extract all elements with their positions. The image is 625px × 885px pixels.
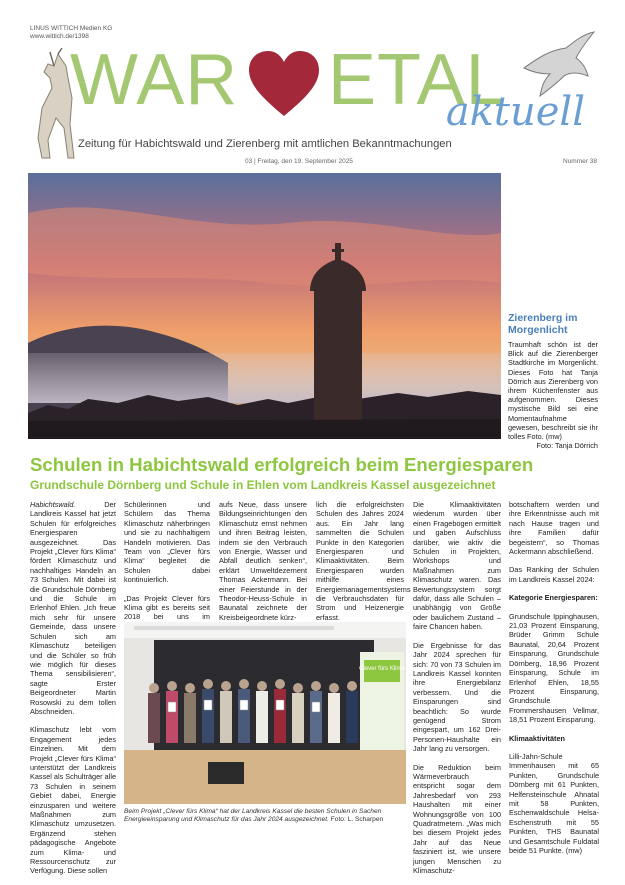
article-dateline: Habichtswald. [30,500,76,509]
article-col6-para4: Lilli-Jahn-Schule Immenhausen mit 65 Punkten, Grundschule Dörnberg mit 61 Punkten, Helfensteinschule Ahnatal mit 58 Punkten, Eschenwaldschule Helsa-Eschenstruth mit 55 Punkten, THS Baunatal und Gesamtschule Fuldatal beide 51 Punkte. (mw) [509,751,599,855]
group-photo-banner-text: Clever fürs Klima [359,666,405,672]
article-col5-para2: Die Ergebnisse für das Jahr 2024 sprechen für sich: 70 von 73 Schulen im Landkreis Kassel konnten ihre Energiebilanz verbessern. Und die Einsparungen sind beachtlich: So wurde genügend Strom eingespart, um 162 Drei-Personen-Haushalte ein Jahr lang zu versorgen. [413,640,501,754]
publisher-info [30,25,112,41]
article-col5-para3: Die Reduktion beim Wärmeverbrauch entspricht sogar dem Jahresbedarf von 293 Haushalten mit einer Wohnungsgröße von 100 Quadratmetern. „Was mich bei diesem Projekt jedes Jahr auf das Neue fasziniert ist, wie unsere jungen Menschen zu Klimaschutz- [413,762,501,876]
article-col6-para2: Das Ranking der Schulen im Landkreis Kassel 2024: [509,565,599,584]
article-column-6 [509,500,599,864]
article-col1-para1-text: Der Landkreis Kassel hat jetzt Schulen für erfolgreiches Energiesparen ausgezeichnet. Das Projekt „Clever fürs Klima“ fördert Klimaschutz und nachhaltiges Handeln an 73 Schulen. Mit dabei ist die Grundschule Dörnberg und die Schule im Erlenhof Ehlen. „Ich freue mich sehr für unsere Gemeinde, dass unsere Schulen sich am Klimaschutz beteiligen und die Schüler so früh wie möglich für dieses Thema sensibilisieren“, sagte Erster Beigeordneter Martin Rosowski zu dem tollen Abschneiden. [30,500,116,716]
article-col1-para1 [30,500,116,716]
article-col6-heading-climate: Klimaaktivitäten [509,733,565,743]
photo-caption-credit: Foto: Tanja Dörrich [536,441,598,451]
group-photo-image [124,622,406,804]
goat-illustration-icon [28,48,76,160]
article-column-3 [219,500,307,631]
issue-number: Nummer 38 [563,158,597,165]
photo-caption [508,312,598,450]
cover-photo-image [28,173,501,439]
masthead-word-part1: WAR [70,40,239,120]
group-photo-credit: Foto: L. Scharpen [330,816,384,824]
article-column-4 [316,500,411,631]
group-photo-caption [124,808,406,824]
article-col6-para1: botschaftern werden und ihre Erkenntnisse auch mit nach Hause tragen und ihre Familien dafür begeistern“, so Thomas Ackermann abschließend. [509,500,599,557]
masthead-word-part2: ETAL [328,40,507,120]
heart-logo-icon [245,48,323,120]
article-col1-para2: Klimaschutz lebt vom Engagement jedes Einzelnen. Mit dem Projekt „Clever fürs Klima“ unterstützt der Landkreis Kassel als Schulträger alle 73 Schulen in seinem Gebiet dabei, Energie einzusparen und weitere Maßnahmen zum Klimaschutz umzusetzen. Ergänzend stehen pädagogische Angebote zum Klima- und Ressourcenschutz zur Verfügung. Diese sollen [30,725,116,876]
photo-caption-text: Traumhaft schön ist der Blick auf die Zierenberger Stadtkirche im Morgenlicht. Dieses Foto hat Tanja Dörrich aus Zierenberg von ihrem Küchenfenster aus aufgenommen. Dieses mystische Bild sei eine Momentaufnahme gewesen, beschreibt sie ihr tolles Foto. (mw) [508,340,598,442]
masthead-aktuell: aktuell [445,89,585,135]
article-col6-heading-energy: Kategorie Energiesparen: [509,593,598,603]
article-headline: Schulen in Habichtswald erfolgreich beim Energiesparen [30,454,534,475]
publisher-name: LINUS WITTICH Medien KG [30,25,113,32]
article-col5-para1: Die Klimaaktivitäten wiederum wurden über einen Fragebogen ermittelt und gaben Aufschluss darüber, wie aktiv die Schulen in Projekten, Workshops und Maßnahmen zum Klimaschutz waren. Das Bewertungssystem sorgt dafür, dass alle Schulen – unabhängig von Größe oder baulichem Zustand – faire Chancen haben. [413,500,501,632]
article-col6-para3: Grundschule Ippinghausen, 21,03 Prozent Einsparung, Brüder Grimm Schule Baunatal, 20,64 Prozent Einsparung, Grundschule Dörnberg, 18,96 Prozent Einsparung, Schule im Erlenhof Ehlen, 18,55 Prozent Einsparung, Grundschule Frommershausen Vellmar, 18,51 Prozent Einsparung. [509,611,599,725]
masthead-subtitle: Zeitung für Habichtswald und Zierenberg mit amtlichen Bekanntmachungen [78,138,452,150]
article-subheadline: Grundschule Dörnberg und Schule in Ehlen vom Landkreis Kassel ausgezeichnet [30,478,496,492]
article-col4-para1: lich die erfolgreichsten Schulen des Jahres 2024 aus. Ein Jahr lang sammelten die Schulen Punkte in den Kategorien Energiesparen und Klimaaktivitäten. Beim Energiesparen wurden mithilfe eines Energiemanagementsystems die Verbrauchsdaten für Strom und Heizenergie erfasst. [316,500,411,622]
article-col2-para2: „Das Projekt Clever fürs Klima gibt es bereits seit 2018 bei uns im [124,593,210,622]
issue-date: 03 | Freitag, den 19. September 2025 [245,158,353,165]
publisher-url: www.wittich.de/1398 [30,33,89,40]
photo-caption-title: Zierenberg im Morgenlicht [508,312,578,336]
article-col3-para1: aufs Neue, dass unsere Bildungseinrichtungen den Klimaschutz ernst nehmen und ihren Beitrag leisten, indem sie den Verbrauch von Energie, Wasser und Abfall deutlich senken“, erklärt Umweltdezernent Thomas Ackermann. Bei einer Feierstunde in der Theodor-Heuss-Schule in Baunatal zeichnete der Kreisbeigeordnete kürz- [219,500,307,622]
cover-photo [28,173,501,439]
article-column-1 [30,500,116,885]
group-photo-caption-text: Beim Projekt „Clever fürs Klima“ hat der Landkreis Kassel die besten Schulen in Sachen Energieeinsparung und Klimaschutz für das Jahr 2024 ausgezeichnet. [124,808,382,824]
article-column-5 [413,500,501,884]
group-photo [124,622,406,804]
article-col2-para1: Schülerinnen und Schülern das Thema Klimaschutz näherbringen und sie zu nachhaltigem Handeln motivieren. Das Team von „Clever fürs Klima“ begleitet die Schulen dabei kontinuierlich. [124,500,210,585]
